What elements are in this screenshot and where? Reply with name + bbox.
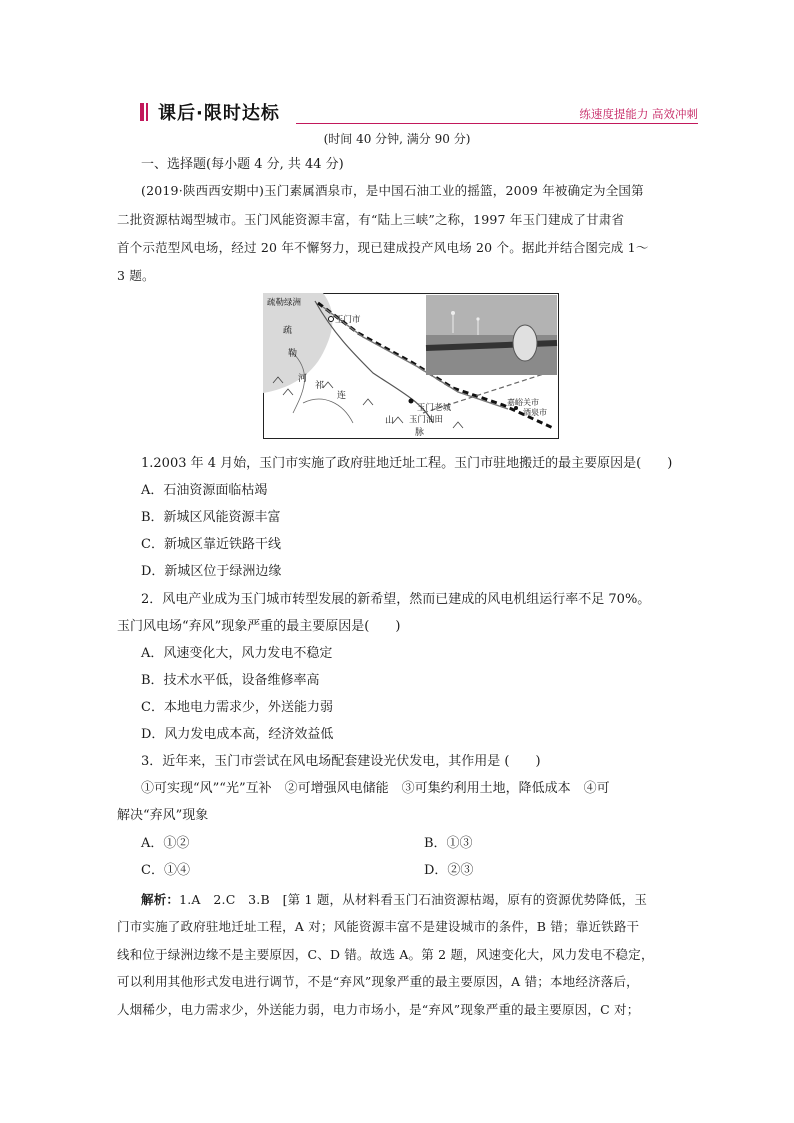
label-river-2: 勒: [288, 349, 298, 359]
header-rule: [296, 123, 698, 124]
label-yumen-city: 玉门市: [335, 315, 361, 325]
answer-line-4: 可以利用其他形式发电进行调节，不是“弃风”现象严重的最主要原因，A 错；本地经济落后，: [117, 974, 639, 989]
label-old-town: 玉门老城: [417, 403, 452, 413]
label-mountain-4: 脉: [415, 428, 425, 438]
intro-line-1: 玉门素属酒泉市，是中国石油工业的摇篮，2009 年被确定为全国第: [264, 183, 644, 198]
hand-icon: [513, 325, 537, 361]
answer-line-3: 线和位于绿洲边缘不是主要原因，C、D 错。故选 A。第 2 题，风速变化大，风力发电不稳定，: [117, 947, 654, 962]
section-heading: 一、选择题(每小题 4 分, 共 44 分): [141, 157, 344, 172]
intro-line: [141, 183, 701, 199]
answer-line-2: 门市实施了政府驻地迁址工程，A 对；风能资源丰富不是建设城市的条件，B 错；靠近铁路干: [117, 919, 640, 934]
q3-option-a: A．①②: [141, 836, 190, 851]
q3-stem-line-3: 解决“弃风”现象: [117, 808, 209, 823]
q3-option-b: B．①③: [424, 836, 473, 851]
header-decoration: [140, 103, 148, 121]
q3-option-d: D．②③: [424, 863, 474, 878]
q3-stem-line-2: ①可实现“风”“光”互补 ②可增强风电储能 ③可集约利用土地，降低成本 ④可: [141, 781, 610, 796]
q2-option-d: D．风力发电成本高，经济效益低: [141, 727, 334, 742]
q1-option-d: D．新城区位于绿洲边缘: [141, 564, 282, 579]
q1-option-c: C．新城区靠近铁路干线: [141, 537, 281, 552]
answer-label: 解析：: [141, 892, 180, 907]
q1-option-a: A．石油资源面临枯竭: [141, 483, 268, 498]
label-jiuquan: 酒泉市: [523, 408, 547, 417]
time-note: (时间 40 分钟, 满分 90 分): [323, 132, 471, 146]
q1-option-b: B．新城区风能资源丰富: [141, 510, 281, 525]
yumen-map-figure: [263, 293, 559, 439]
label-oilfield: 玉门油田: [409, 415, 444, 425]
q3-option-c: C．①④: [141, 863, 190, 878]
q1-stem: 1.2003 年 4 月始，玉门市实施了政府驻地迁址工程。玉门市驻地搬迁的最主要原因是( ): [141, 456, 673, 471]
intro-line-3: 首个示范型风电场，经过 20 年不懈努力，现已建成投产风电场 20 个。据此并结合图完成 1～: [117, 240, 649, 255]
q3-stem-line-1: 3．近年来，玉门市尝试在风电场配套建设光伏发电，其作用是 ( ): [141, 754, 541, 769]
q2-stem-line-1: 2．风电产业成为玉门城市转型发展的新希望，然而已建成的风电机组运行率不足 70%。: [141, 592, 651, 607]
answer-line-1: 解析：1.A 2.C 3.B [第 1 题，从材料看玉门石油资源枯竭，原有的资源优势降低，玉: [141, 892, 648, 907]
q2-stem-line-2: 玉门风电场“弃风”现象严重的最主要原因是( ): [117, 619, 401, 634]
intro-source: (2019·陕西西安期中): [141, 183, 265, 198]
answer-line-5: 人烟稀少，电力需求少，外送能力弱，电力市场小，是“弃风”现象严重的最主要原因，C 对；: [117, 1002, 640, 1017]
label-mountain-2: 连: [337, 391, 347, 401]
label-mountain-3: 山: [385, 416, 395, 426]
label-jiayuguan: 嘉峪关市: [507, 398, 539, 407]
label-mountain-1: 祁: [315, 381, 325, 391]
label-river-3: 河: [298, 374, 308, 384]
header-slogan: 练速度提能力 高效冲刺: [579, 107, 698, 121]
intro-line-4: 3 题。: [117, 268, 155, 283]
label-river-1: 疏: [283, 326, 293, 336]
label-oasis: 疏勒绿洲: [267, 298, 302, 308]
q2-option-a: A．风速变化大，风力发电不稳定: [141, 646, 333, 661]
intro-line-2: 二批资源枯竭型城市。玉门风能资源丰富，有“陆上三峡”之称，1997 年玉门建成了甘肃省: [117, 212, 625, 227]
q2-option-b: B．技术水平低，设备维修率高: [141, 673, 320, 688]
section-title: 课后·限时达标: [158, 103, 280, 124]
q2-option-c: C．本地电力需求少，外送能力弱: [141, 700, 333, 715]
